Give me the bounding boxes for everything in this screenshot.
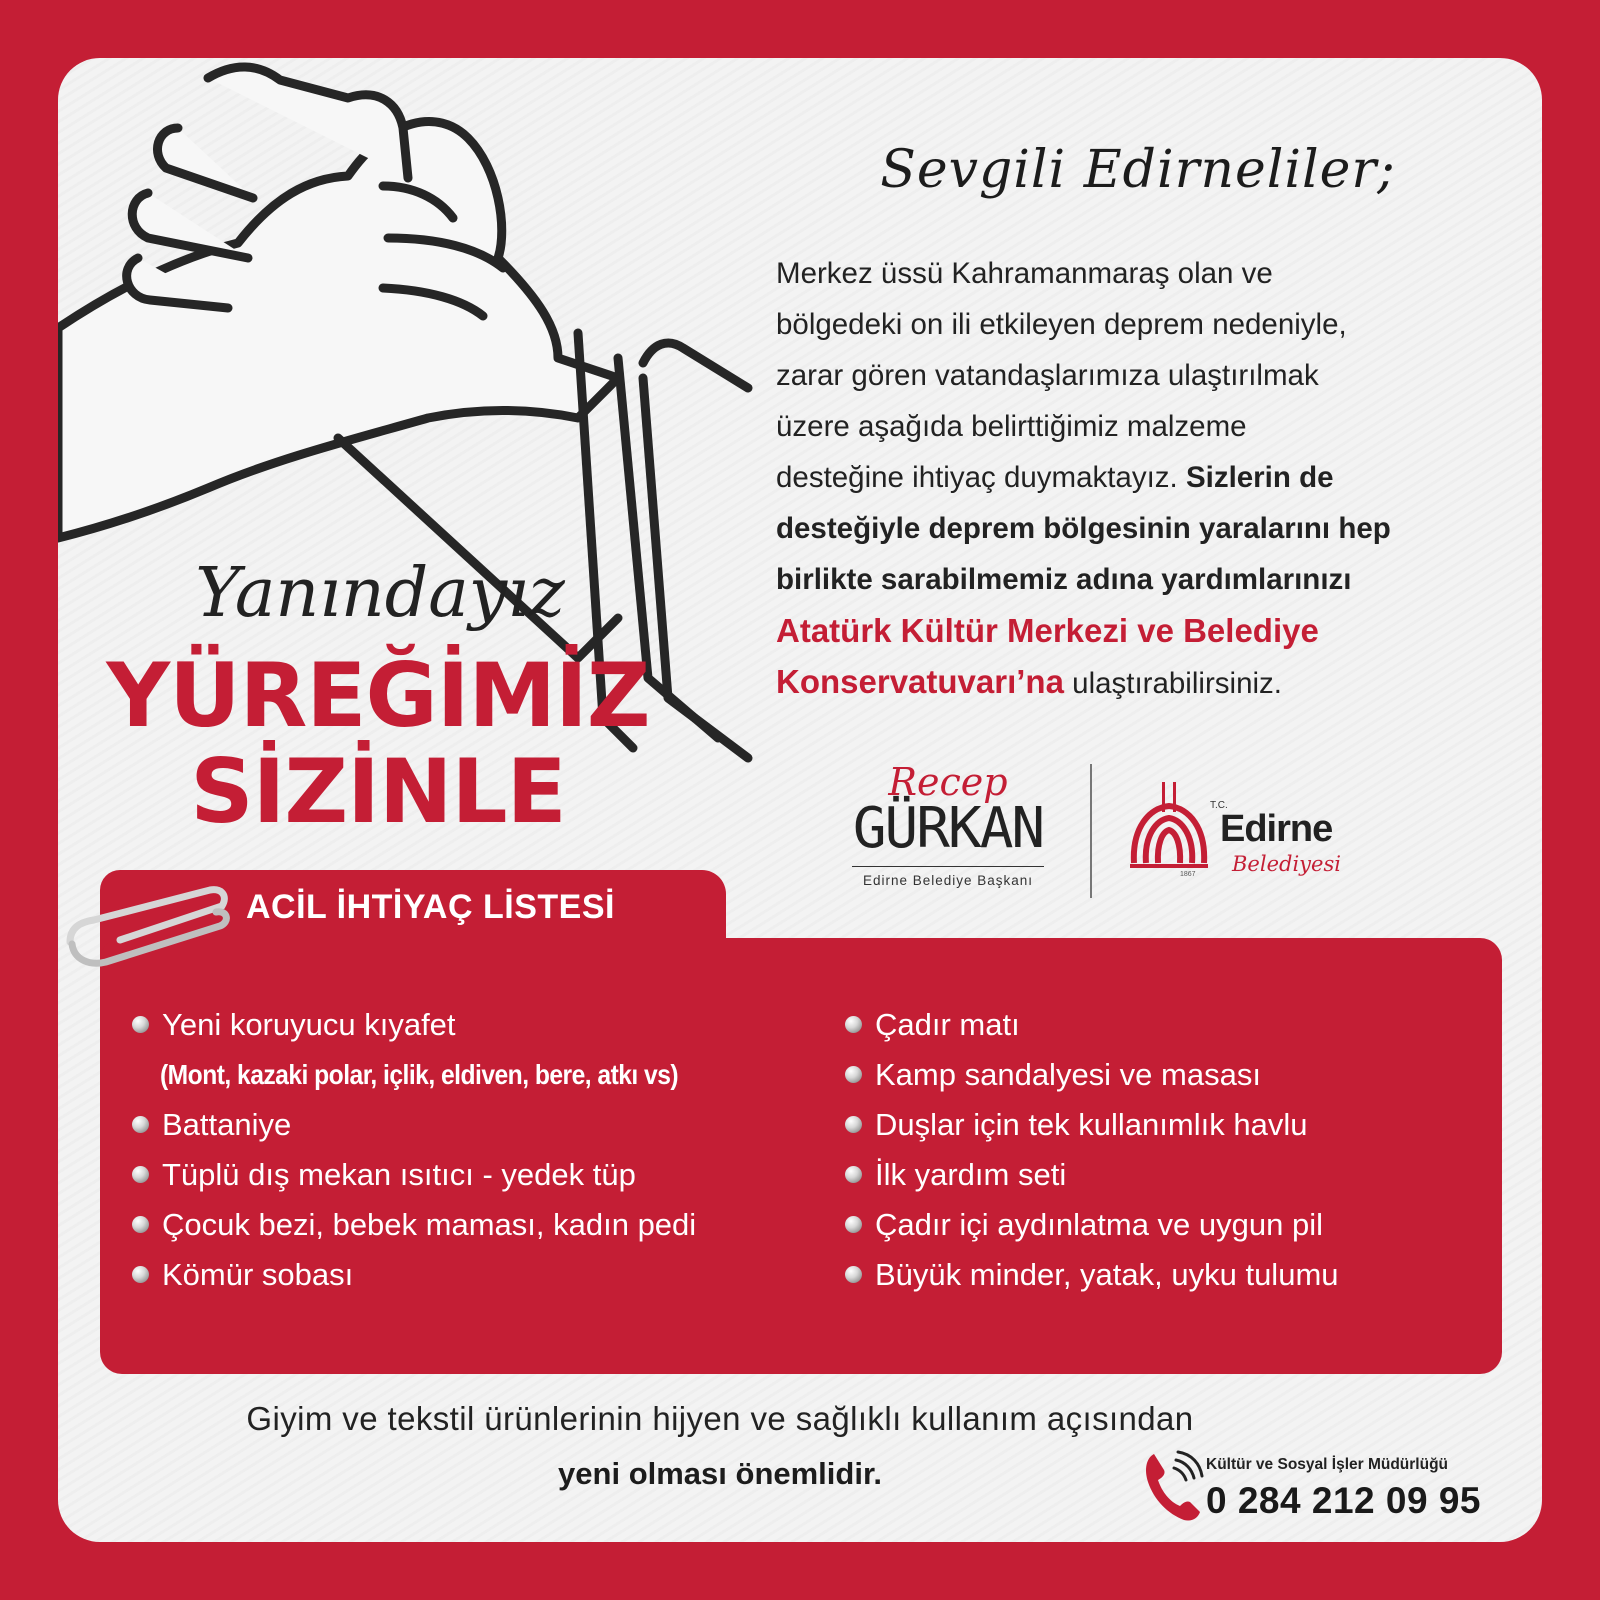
needs-list-left (130, 1000, 749, 1300)
list-item-label: Kömür sobası (162, 1257, 354, 1292)
footer-note-emphasis: yeni olması önemlidir. (558, 1456, 882, 1491)
message-line: üzere aşağıda belirttiğimiz malzeme (776, 410, 1247, 443)
list-item (130, 1000, 749, 1100)
footer-note: Giyim ve tekstil ürünlerinin hijyen ve sağlıklı kullanım açısından (246, 1400, 1194, 1437)
list-item-label: Tüplü dış mekan ısıtıcı - yedek tüp (162, 1157, 636, 1192)
municipality-logo (1124, 778, 1364, 888)
mayor-first-name: Recep (888, 760, 1008, 804)
list-item-label: Duşlar için tek kullanımlık havlu (875, 1107, 1308, 1142)
message-line: desteğiyle deprem bölgesinin yaralarını hep (776, 512, 1391, 545)
list-item (843, 1100, 1339, 1150)
list-item (843, 1150, 1339, 1200)
svg-text:1867: 1867 (1180, 871, 1196, 878)
list-item (843, 1250, 1339, 1300)
bullet-icon (845, 1016, 862, 1033)
list-item-detail: (Mont, kazaki polar, içlik, eldiven, bere, atkı vs) (160, 1059, 679, 1090)
slogan-heading (98, 644, 658, 843)
list-item (130, 1200, 749, 1250)
greeting-heading: Sevgili Edirneliler; (880, 140, 1396, 200)
message-line: bölgedeki on ili etkileyen deprem nedeniyle, (776, 308, 1347, 341)
list-item-label: İlk yardım seti (875, 1157, 1067, 1192)
message-line (776, 656, 1536, 709)
message-text: desteğine ihtiyaç duymaktayız. (776, 461, 1178, 494)
mayor-last-name: GÜRKAN (852, 796, 1044, 861)
list-item (130, 1250, 749, 1300)
bullet-icon (132, 1016, 149, 1033)
list-item-label: Yeni koruyucu kıyafet (162, 1007, 456, 1042)
list-item-label: Çocuk bezi, bebek maması, kadın pedi (162, 1207, 697, 1242)
venue-name: Konservatuvarı’na (776, 663, 1064, 700)
logo-city: Edirne (1220, 808, 1333, 850)
needs-list-right (843, 1000, 1339, 1300)
list-item-label: Çadır matı (875, 1007, 1020, 1042)
list-item-label: Büyük minder, yatak, uyku tulumu (875, 1257, 1339, 1292)
list-item-label: Kamp sandalyesi ve masası (875, 1057, 1261, 1092)
bullet-icon (132, 1216, 149, 1233)
logo-institution: Belediyesi (1232, 852, 1341, 876)
list-item (130, 1100, 749, 1150)
bullet-icon (132, 1266, 149, 1283)
bullet-icon (845, 1116, 862, 1133)
list-item (130, 1150, 749, 1200)
list-title: ACİL İHTİYAÇ LİSTESİ (246, 888, 615, 926)
phone-number[interactable]: 0 284 212 09 95 (1206, 1480, 1481, 1521)
list-item (843, 1050, 1339, 1100)
department-name: Kültür ve Sosyal İşler Müdürlüğü (1206, 1456, 1449, 1473)
logo-divider (1090, 764, 1092, 898)
bullet-icon (845, 1166, 862, 1183)
slogan-line: YÜREĞİMİZ (106, 644, 650, 747)
slogan-line: SİZİNLE (190, 740, 566, 843)
bullet-icon (845, 1266, 862, 1283)
message-paragraph (776, 248, 1536, 709)
mosque-emblem-icon (1124, 778, 1214, 878)
list-item (843, 1000, 1339, 1050)
mayor-signature (838, 762, 1058, 902)
logo-tc: T.C. (1210, 800, 1228, 811)
venue-name: Atatürk Kültür Merkezi ve Belediye (776, 612, 1319, 649)
list-item-label: Çadır içi aydınlatma ve uygun pil (875, 1207, 1324, 1242)
bullet-icon (845, 1066, 862, 1083)
bullet-icon (845, 1216, 862, 1233)
message-line: zarar gören vatandaşlarımıza ulaştırılmak (776, 359, 1319, 392)
message-line (776, 452, 1536, 503)
message-line: birlikte sarabilmemiz adına yardımlarınızı (776, 563, 1352, 596)
paperclip-icon (60, 880, 260, 990)
message-emphasis: Sizlerin de (1185, 461, 1334, 494)
phone-icon (1140, 1448, 1210, 1524)
bullet-icon (132, 1116, 149, 1133)
slogan-script: Yanındayız (195, 554, 565, 633)
message-text: ulaştırabilirsiniz. (1072, 667, 1282, 700)
list-item (843, 1200, 1339, 1250)
list-item-label: Battaniye (162, 1107, 292, 1142)
bullet-icon (132, 1166, 149, 1183)
mayor-title: Edirne Belediye Başkanı (852, 866, 1044, 888)
message-line: Merkez üssü Kahramanmaraş olan ve (776, 257, 1273, 290)
